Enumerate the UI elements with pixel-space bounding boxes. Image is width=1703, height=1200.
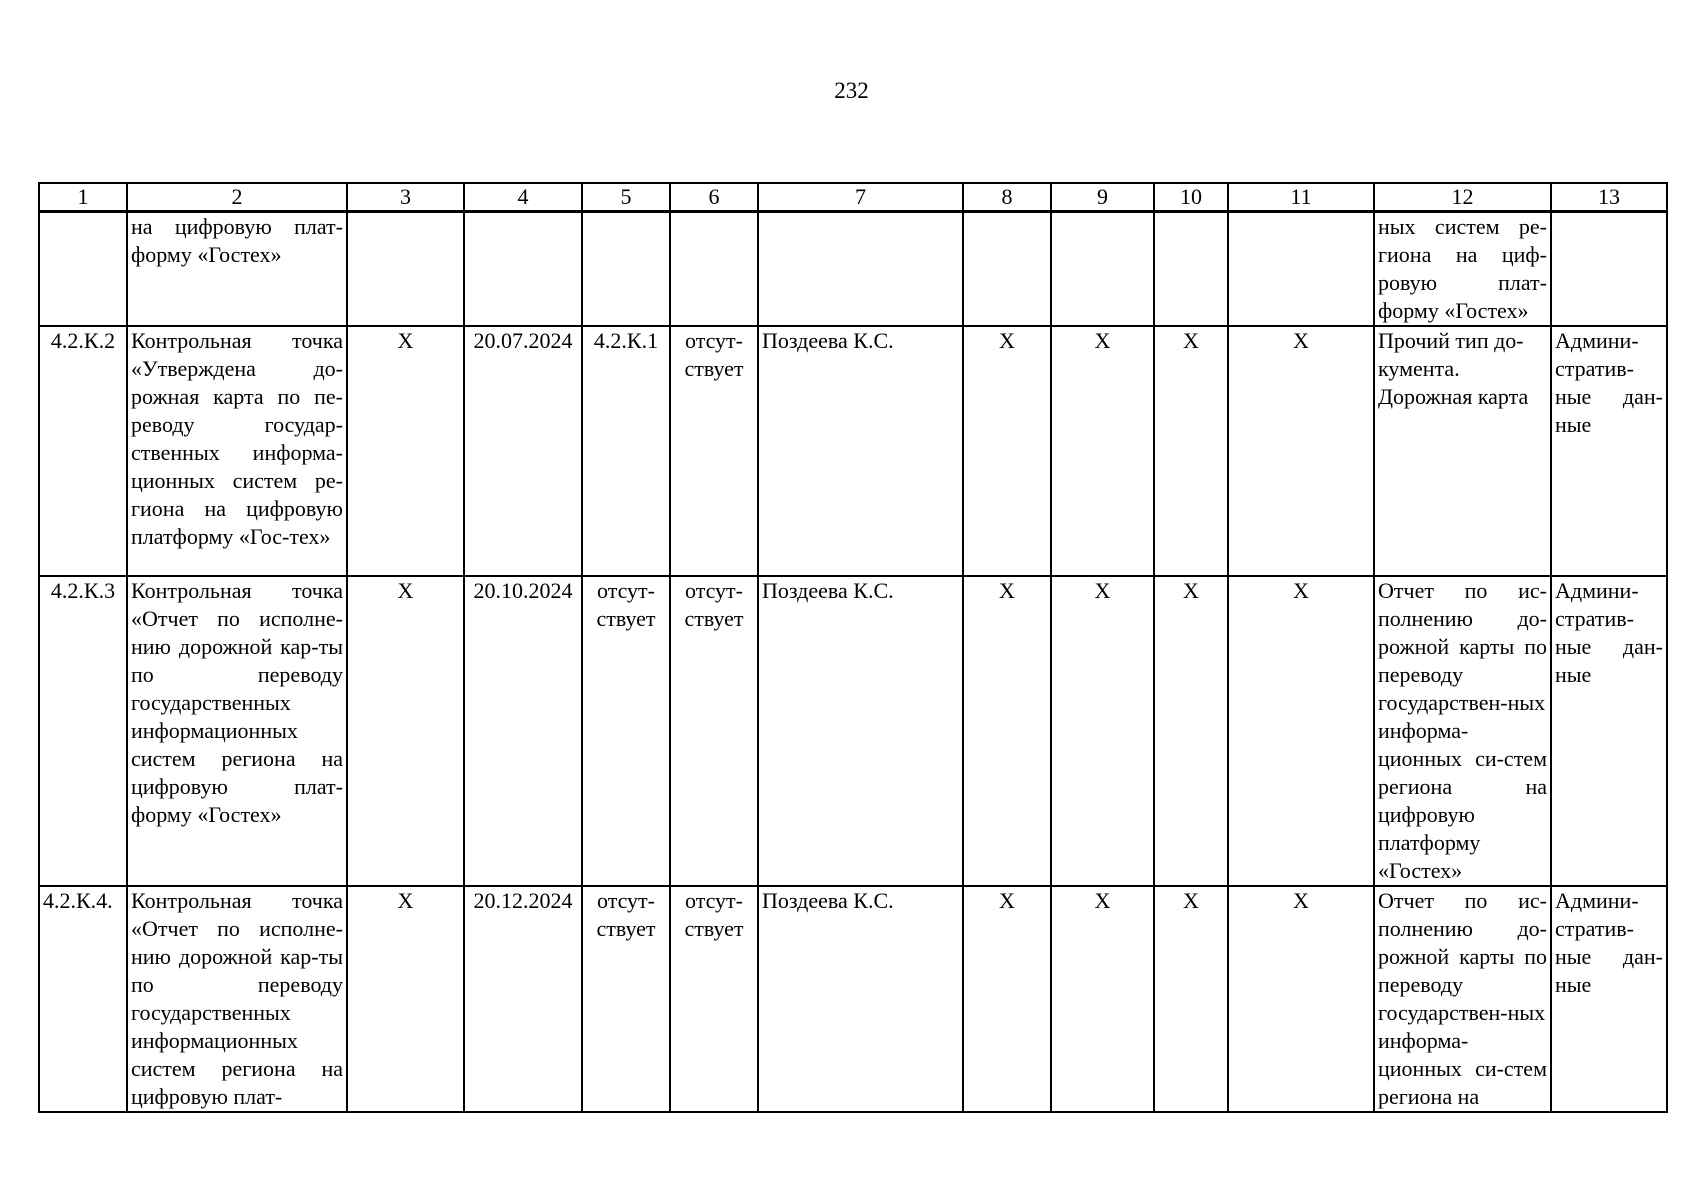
cell-col10: X [1154,886,1228,1112]
table-row [39,212,1667,327]
cell-col10 [1154,212,1228,327]
cell-col9: X [1051,886,1154,1112]
cell-date: 20.12.2024 [464,886,582,1112]
col-header-12: 12 [1374,183,1551,212]
col-header-11: 11 [1228,183,1374,212]
cell-col3: X [347,326,464,576]
cell-description: на цифровую плат-форму «Гостех» [127,212,347,327]
cell-data-source: Админи-стратив-ные дан-ные [1551,886,1667,1112]
cell-col6: отсут-ствует [670,576,758,886]
cell-predecessor: отсут-ствует [582,576,670,886]
col-header-5: 5 [582,183,670,212]
data-table [38,182,1668,1113]
col-header-1: 1 [39,183,127,212]
cell-responsible [758,212,963,327]
cell-id: 4.2.К.3 [39,576,127,886]
cell-col11: X [1228,886,1374,1112]
cell-responsible: Поздеева К.С. [758,326,963,576]
cell-col10: X [1154,326,1228,576]
header-row [39,183,1667,212]
cell-col10: X [1154,576,1228,886]
cell-data-source: Админи-стратив-ные дан-ные [1551,326,1667,576]
cell-description: Контрольная точка «Отчет по исполне-нию дорожной кар-ты по переводу государственных информационных систем региона на цифровую плат-форму «Гостех» [127,576,347,886]
table-row [39,886,1667,1112]
cell-document-type: Отчет по ис-полнению до-рожной карты по переводу государствен-ных информа-ционных си-стем региона на [1374,886,1551,1112]
document-type-line: Прочий тип до-кумента. [1378,328,1524,381]
col-header-9: 9 [1051,183,1154,212]
col-header-3: 3 [347,183,464,212]
cell-col3 [347,212,464,327]
cell-col9 [1051,212,1154,327]
cell-predecessor: отсут-ствует [582,886,670,1112]
table-row [39,576,1667,886]
cell-date [464,212,582,327]
cell-id: 4.2.К.4. [39,886,127,1112]
col-header-10: 10 [1154,183,1228,212]
col-header-4: 4 [464,183,582,212]
cell-col8: X [963,576,1051,886]
cell-col11: X [1228,576,1374,886]
cell-date: 20.10.2024 [464,576,582,886]
document-type-line: Дорожная карта [1378,384,1529,409]
cell-col6: отсут-ствует [670,326,758,576]
cell-col3: X [347,576,464,886]
cell-responsible: Поздеева К.С. [758,886,963,1112]
page-number: 232 [834,78,869,103]
col-header-6: 6 [670,183,758,212]
cell-description: Контрольная точка «Утверждена до-рожная карта по пе-реводу государ-ственных информа-ционных систем ре-гиона на цифровую платформу «Гос-тех» [127,326,347,576]
cell-date: 20.07.2024 [464,326,582,576]
col-header-2: 2 [127,183,347,212]
cell-document-type [1374,326,1551,576]
cell-col8: X [963,886,1051,1112]
col-header-7: 7 [758,183,963,212]
cell-document-type: Отчет по ис-полнению до-рожной карты по переводу государствен-ных информа-ционных си-стем региона на цифровую платформу «Гостех» [1374,576,1551,886]
cell-col9: X [1051,576,1154,886]
cell-document-type: ных систем ре-гиона на циф-ровую плат-форму «Гостех» [1374,212,1551,327]
cell-data-source: Админи-стратив-ные дан-ные [1551,576,1667,886]
cell-id: 4.2.К.2 [39,326,127,576]
cell-col8 [963,212,1051,327]
cell-col8: X [963,326,1051,576]
table-row [39,326,1667,576]
cell-description: Контрольная точка «Отчет по исполне-нию дорожной кар-ты по переводу государственных информационных систем региона на цифровую плат- [127,886,347,1112]
cell-id [39,212,127,327]
cell-col11: X [1228,326,1374,576]
cell-predecessor [582,212,670,327]
cell-col9: X [1051,326,1154,576]
cell-col3: X [347,886,464,1112]
cell-col6 [670,212,758,327]
cell-predecessor: 4.2.К.1 [582,326,670,576]
cell-data-source [1551,212,1667,327]
cell-col11 [1228,212,1374,327]
col-header-8: 8 [963,183,1051,212]
cell-responsible: Поздеева К.С. [758,576,963,886]
cell-col6: отсут-ствует [670,886,758,1112]
col-header-13: 13 [1551,183,1667,212]
